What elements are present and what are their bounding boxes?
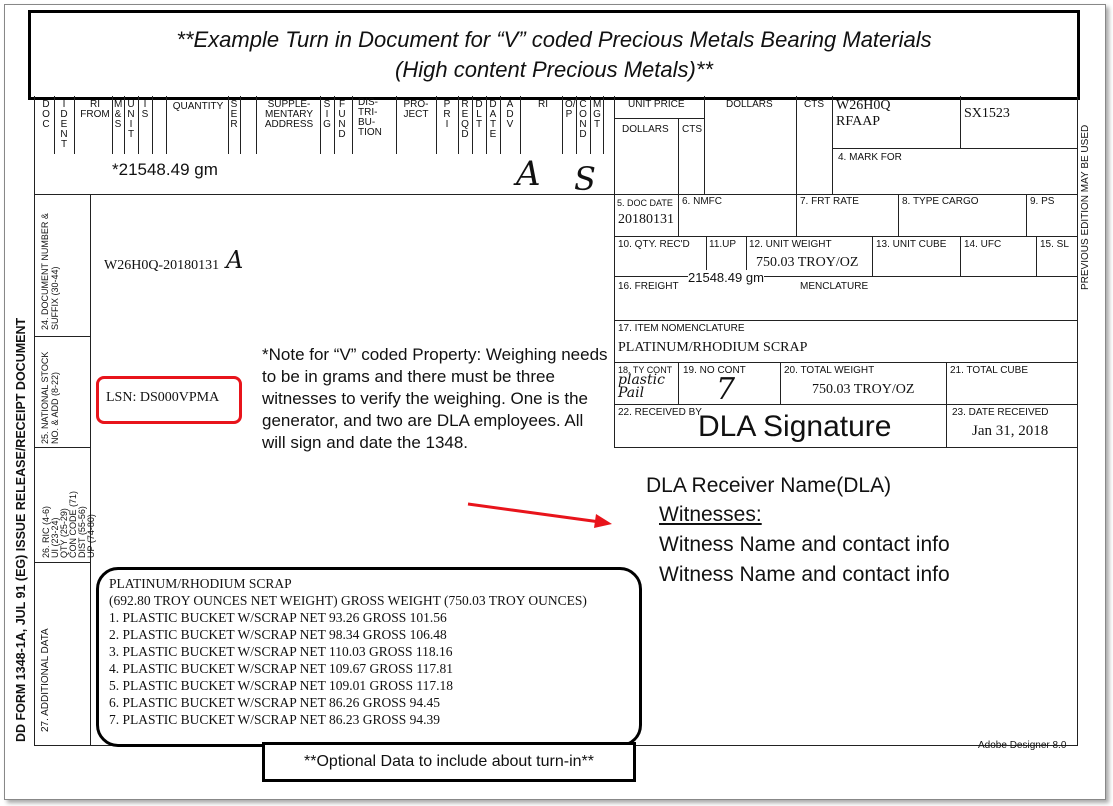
form-vertical-title: DD FORM 1348-1A, JUL 91 (EG) ISSUE RELEASE/RECEIPT DOCUMENT	[14, 317, 28, 742]
edition-note: PREVIOUS EDITION MAY BE USED	[1080, 124, 1091, 290]
received-by-label: 22. RECEIVED BY	[618, 407, 702, 418]
title-banner	[28, 10, 1080, 100]
date-received-label: 23. DATE RECEIVED	[952, 407, 1049, 418]
no-cont: 7	[716, 372, 736, 407]
header-ri: RI	[538, 99, 548, 110]
title-line-1: **Example Turn in Document for “V” coded Precious Metals Bearing Materials	[176, 27, 932, 52]
dollars-sub-label: DOLLARS	[622, 124, 669, 135]
lsn-value: LSN: DS000VPMA	[106, 390, 220, 405]
sl-label: 15. SL	[1040, 239, 1069, 250]
received-by: DLA Signature	[698, 410, 892, 443]
doc-number-label: 24. DOCUMENT NUMBER & SUFFIX (30-44)	[40, 213, 60, 330]
ship-from: W26H0Q RFAAP	[836, 98, 891, 129]
cts-label: CTS	[804, 99, 824, 110]
optional-data-caption: **Optional Data to include about turn-in**	[262, 742, 636, 782]
no-cont-label: 19. NO CONT	[683, 365, 746, 376]
witnesses-label: Witnesses:	[659, 503, 762, 526]
witness-1: Witness Name and contact info	[659, 533, 950, 556]
doc-date: 20180131	[618, 212, 674, 227]
additional-data-label: 27. ADDITIONAL DATA	[40, 628, 51, 732]
header-sig: SIG	[323, 99, 331, 130]
header-ser: SER	[230, 99, 238, 130]
header-quantity: QUANTITY	[172, 101, 224, 112]
ufc-label: 14. UFC	[964, 239, 1002, 250]
item-nomenclature: PLATINUM/RHODIUM SCRAP	[618, 340, 808, 355]
header-unit: UNIT	[127, 99, 135, 140]
ty-cont: plastic Pail	[618, 372, 665, 401]
total-cube-label: 21. TOTAL CUBE	[950, 365, 1028, 376]
additional-line: 1. PLASTIC BUCKET W/SCRAP NET 93.26 GROSS 101.56	[109, 610, 447, 625]
v-coded-note: *Note for “V” coded Property: Weighing needs to be in grams and there must be three witnesses to verify the weighing. One is the generator, and two are DLA employees. All will sign and date the 1348.	[262, 345, 608, 452]
header-adv: ADV	[506, 99, 514, 130]
handwritten-s: S	[574, 160, 596, 198]
unit-weight: 750.03 TROY/OZ	[756, 255, 859, 270]
witness-2: Witness Name and contact info	[659, 563, 950, 586]
header-mgt: MGT	[593, 99, 602, 130]
header-date: DATE	[489, 99, 497, 140]
receiver-name: DLA Receiver Name(DLA)	[646, 474, 892, 497]
up-label: 11.UP	[709, 239, 737, 250]
red-arrow-icon	[460, 492, 620, 532]
total-weight-label: 20. TOTAL WEIGHT	[784, 365, 875, 376]
header-is: IS	[141, 99, 149, 120]
nomenclature-fragment: MENCLATURE	[800, 281, 869, 292]
unit-price-label: UNIT PRICE	[628, 99, 685, 110]
freight-value: 21548.49 gm	[688, 270, 764, 285]
header-supplementary: SUPPLE-MENTARY ADDRESS	[264, 99, 314, 130]
header-ident: IDENT	[60, 99, 68, 150]
additional-line: 5. PLASTIC BUCKET W/SCRAP NET 109.01 GROSS 117.18	[109, 678, 454, 693]
header-distribution: DIS-TRI-BU-TION	[358, 97, 382, 138]
title-line-2: (High content Precious Metals)**	[395, 57, 713, 82]
document-number: W26H0Q-20180131	[104, 258, 220, 273]
cts-sub-label: CTS	[682, 124, 702, 135]
nmfc-label: 6. NMFC	[682, 196, 722, 207]
header-fund: FUND	[338, 99, 346, 140]
additional-line: 7. PLASTIC BUCKET W/SCRAP NET 86.23 GROSS 94.39	[109, 712, 441, 727]
additional-line: PLATINUM/RHODIUM SCRAP	[109, 576, 292, 591]
nsn-label: 25. NATIONAL STOCK NO. & ADD (8-22)	[40, 351, 60, 444]
header-ms: M&S	[114, 99, 123, 130]
software-label: Adobe Designer 8.0	[978, 740, 1067, 751]
handwritten-a: A	[516, 154, 541, 194]
header-doc: DOC	[42, 99, 50, 130]
header-cond: COND	[579, 99, 587, 140]
frt-rate-label: 7. FRT RATE	[800, 196, 859, 207]
header-op: O/P	[565, 99, 576, 120]
freight-label: 16. FREIGHT	[618, 281, 679, 292]
additional-line: 6. PLASTIC BUCKET W/SCRAP NET 86.26 GROSS 94.45	[109, 695, 441, 710]
type-cargo-label: 8. TYPE CARGO	[902, 196, 979, 207]
unit-weight-label: 12. UNIT WEIGHT	[749, 239, 832, 250]
header-ri-from: RI FROM	[80, 99, 110, 120]
additional-data-box	[96, 567, 642, 747]
quantity-value: *21548.49 gm	[112, 160, 218, 179]
dollars-label: DOLLARS	[726, 99, 773, 110]
doc-date-label: 5. DOC DATE	[617, 198, 673, 208]
unit-cube-label: 13. UNIT CUBE	[876, 239, 947, 250]
ship-to: SX1523	[964, 106, 1010, 121]
ric-label: 26. RIC (4-6) UI (23-24) QTY (25-29) CON CODE (71) DIST (55-56) UP (74-80)	[41, 490, 96, 558]
ps-label: 9. PS	[1030, 196, 1055, 207]
document-number-suffix: A	[226, 246, 244, 274]
header-reqd: REQD	[461, 99, 469, 140]
header-pri: PRI	[443, 99, 451, 130]
item-nomenclature-label: 17. ITEM NOMENCLATURE	[618, 323, 745, 334]
additional-line: 3. PLASTIC BUCKET W/SCRAP NET 110.03 GROSS 118.16	[109, 644, 453, 659]
additional-line: 4. PLASTIC BUCKET W/SCRAP NET 109.67 GROSS 117.81	[109, 661, 454, 676]
additional-line: 2. PLASTIC BUCKET W/SCRAP NET 98.34 GROSS 106.48	[109, 627, 447, 642]
header-dlt: DLT	[475, 99, 483, 130]
header-project: PRO-JECT	[403, 99, 429, 120]
date-received: Jan 31, 2018	[972, 423, 1049, 439]
total-weight: 750.03 TROY/OZ	[812, 382, 915, 397]
mark-for-label: 4. MARK FOR	[838, 152, 902, 163]
qty-recd-label: 10. QTY. REC'D	[618, 239, 690, 250]
additional-line: (692.80 TROY OUNCES NET WEIGHT) GROSS WEIGHT (750.03 TROY OUNCES)	[109, 593, 587, 608]
ty-cont-label: 18. TY CONT	[618, 365, 673, 375]
